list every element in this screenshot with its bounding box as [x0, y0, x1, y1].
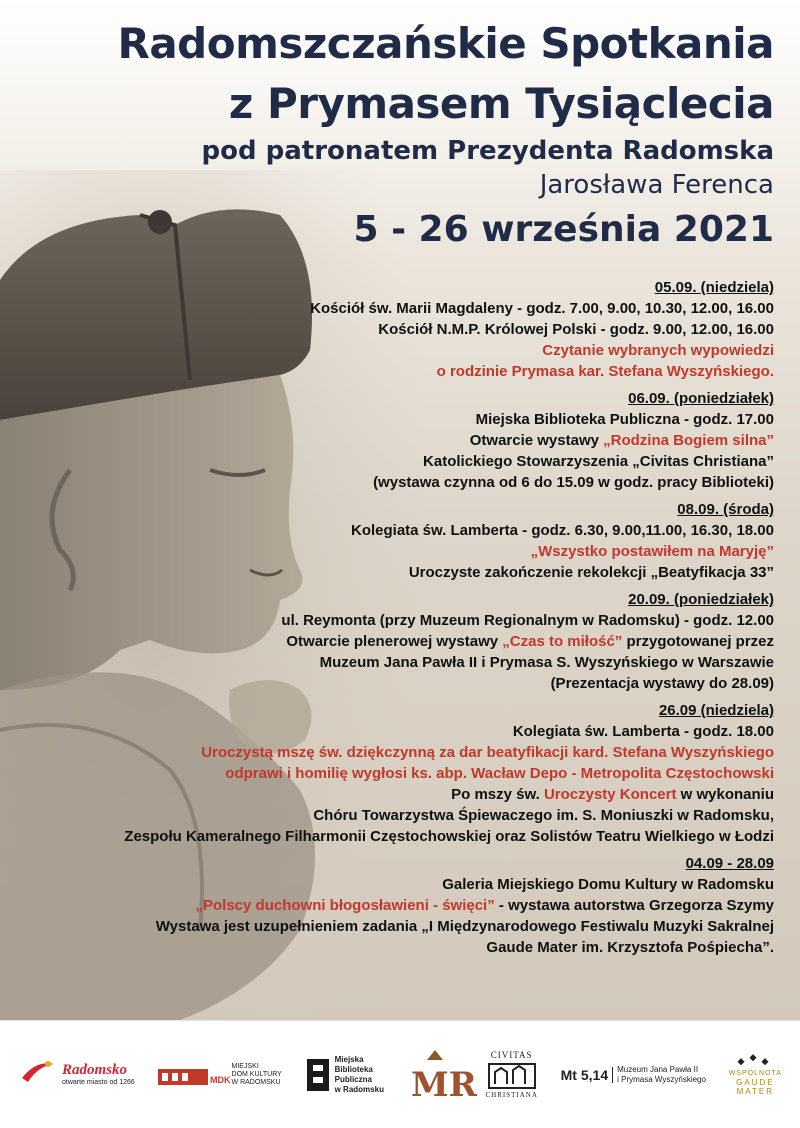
library-line-2: Biblioteka [334, 1064, 373, 1074]
event-line [74, 430, 774, 451]
mdk-line-2: DOM KULTURY [231, 1070, 282, 1078]
event-date: 06.09. (poniedziałek) [628, 390, 774, 407]
civitas-bottom: CHRISTIANA [485, 1090, 538, 1099]
sponsor-logos-bar [0, 1021, 800, 1128]
title-line-1: Radomszczańskie Spotkania [117, 19, 774, 68]
mdk-building-icon [158, 1063, 231, 1087]
event-line-part: przygotowanej przez [622, 633, 774, 650]
event-dates: 5 - 26 września 2021 [353, 209, 774, 250]
event-line: Kościół N.M.P. Królowej Polski - godz. 9.00, 12.00, 16.00 [378, 321, 774, 338]
event-line [74, 784, 774, 805]
mdk-mark: MDK [209, 1074, 231, 1085]
mdk-line-3: W RADOMSKU [231, 1078, 281, 1086]
event-line: Wystawa jest uzupełnieniem zadania „I Międzynarodowego Festiwalu Muzyki Sakralnej [155, 918, 774, 935]
event-line-part: w wykonaniu [676, 786, 774, 803]
museum-line-1: Muzeum Jana Pawła II [617, 1064, 699, 1074]
mr-museum-icon [407, 1048, 477, 1105]
radomsko-name: Radomsko [62, 1062, 128, 1078]
event-line: Kolegiata św. Lamberta - godz. 6.30, 9.00,11.00, 16.30, 18.00 [351, 522, 774, 539]
event-block [74, 589, 774, 694]
event-line: Katolickiego Stowarzyszenia „Civitas Christiana” [423, 453, 774, 470]
event-line: Gaude Mater im. Krzysztofa Pośpiecha”. [486, 939, 774, 956]
event-block [74, 700, 774, 847]
patronage-line-1: pod patronatem Prezydenta Radomska [201, 136, 774, 166]
gaude-line-2: GAUDE [736, 1078, 775, 1087]
event-line: Miejska Biblioteka Publiczna - godz. 17.00 [475, 411, 774, 428]
event-line: Kościół św. Marii Magdaleny - godz. 7.00, 9.00, 10.30, 12.00, 16.00 [310, 300, 774, 317]
event-line: Chóru Towarzystwa Śpiewaczego im. S. Moniuszki w Radomsku, [313, 807, 774, 824]
museum-jp2-logo [561, 1065, 706, 1085]
gaude-line-3: MATER [736, 1087, 775, 1096]
event-highlight: „Polscy duchowni błogosławieni - święci” [195, 897, 495, 914]
civitas-christiana-logo [485, 1051, 537, 1099]
event-line: (Prezentacja wystawy do 28.09) [550, 675, 774, 692]
library-book-icon [305, 1057, 331, 1093]
poster-header [14, 14, 774, 256]
radomsko-swoosh-icon [18, 1058, 58, 1092]
event-date: 04.09 - 28.09 [685, 855, 774, 872]
event-line-part: Po mszy św. [451, 786, 544, 803]
event-date: 08.09. (środa) [677, 501, 774, 518]
event-line [74, 895, 774, 916]
event-line: Czytanie wybranych wypowiedzi [542, 342, 774, 359]
event-block [74, 277, 774, 382]
event-date: 26.09 (niedziela) [658, 702, 774, 719]
event-line: ul. Reymonta (przy Muzeum Regionalnym w Radomsku) - godz. 12.00 [281, 612, 774, 629]
event-date: 20.09. (poniedziałek) [628, 591, 774, 608]
civitas-city-icon [487, 1060, 537, 1090]
gaude-line-1: WSPÓLNOTA [728, 1070, 782, 1077]
event-line-part: Otwarcie wystawy [469, 432, 604, 449]
library-line-4: w Radomsku [334, 1084, 384, 1094]
event-line: odprawi i homilię wygłosi ks. abp. Wacław Depo - Metropolita Częstochowski [225, 765, 774, 782]
patronage-line-2: Jarosława Ferenca [539, 170, 774, 200]
mr-mark: MR [410, 1064, 477, 1105]
civitas-top: CIVITAS [490, 1049, 533, 1060]
event-line: (wystawa czynna od 6 do 15.09 w godz. pracy Biblioteki) [373, 474, 774, 491]
event-block [74, 853, 774, 958]
library-logo [305, 1055, 384, 1095]
museum-line-2: i Prymasa Wyszyńskiego [617, 1074, 706, 1084]
event-line: Kolegiata św. Lamberta - godz. 18.00 [512, 723, 774, 740]
radomsko-logo [18, 1058, 135, 1092]
event-line [74, 631, 774, 652]
event-highlight: Uroczysty Koncert [543, 786, 677, 803]
radomsko-tagline: otwarte miasto od 1266 [62, 1079, 135, 1086]
mdk-logo [158, 1063, 282, 1087]
event-line: Uroczystą mszę św. dziękczynną za dar beatyfikacji kard. Stefana Wyszyńskiego [201, 744, 774, 761]
event-line: Zespołu Kameralnego Filharmonii Częstochowskiej oraz Solistów Teatru Wielkiego w Łodzi [124, 828, 774, 845]
gaude-mater-notes-icon [735, 1053, 775, 1069]
event-block [74, 499, 774, 583]
event-line: Galeria Miejskiego Domu Kultury w Radomsku [442, 876, 774, 893]
event-highlight: „Rodzina Bogiem silna” [603, 432, 774, 449]
library-line-3: Publiczna [334, 1074, 372, 1084]
event-line: Uroczyste zakończenie rekolekcji „Beatyfikacja 33” [408, 564, 774, 581]
title-line-2: z Prymasem Tysiąclecia [228, 79, 774, 128]
mr-logo [407, 1048, 477, 1105]
event-line-part: - wystawa autorstwa Grzegorza Szymy [494, 897, 774, 914]
gaude-mater-logo [729, 1053, 782, 1096]
event-date: 05.09. (niedziela) [654, 279, 774, 296]
event-highlight: „Czas to miłość” [502, 633, 623, 650]
event-line: o rodzinie Prymasa kar. Stefana Wyszyńskiego. [436, 363, 774, 380]
museum-mark: Mt 5,14 [561, 1067, 613, 1083]
event-line: „Wszystko postawiłem na Maryję” [530, 543, 774, 560]
event-line-part: Otwarcie plenerowej wystawy [286, 633, 503, 650]
mdk-line-1: MIEJSKI [231, 1062, 259, 1070]
event-block [74, 388, 774, 493]
library-line-1: Miejska [334, 1054, 364, 1064]
events-list [74, 277, 774, 964]
event-line: Muzeum Jana Pawła II i Prymasa S. Wyszyńskiego w Warszawie [319, 654, 774, 671]
